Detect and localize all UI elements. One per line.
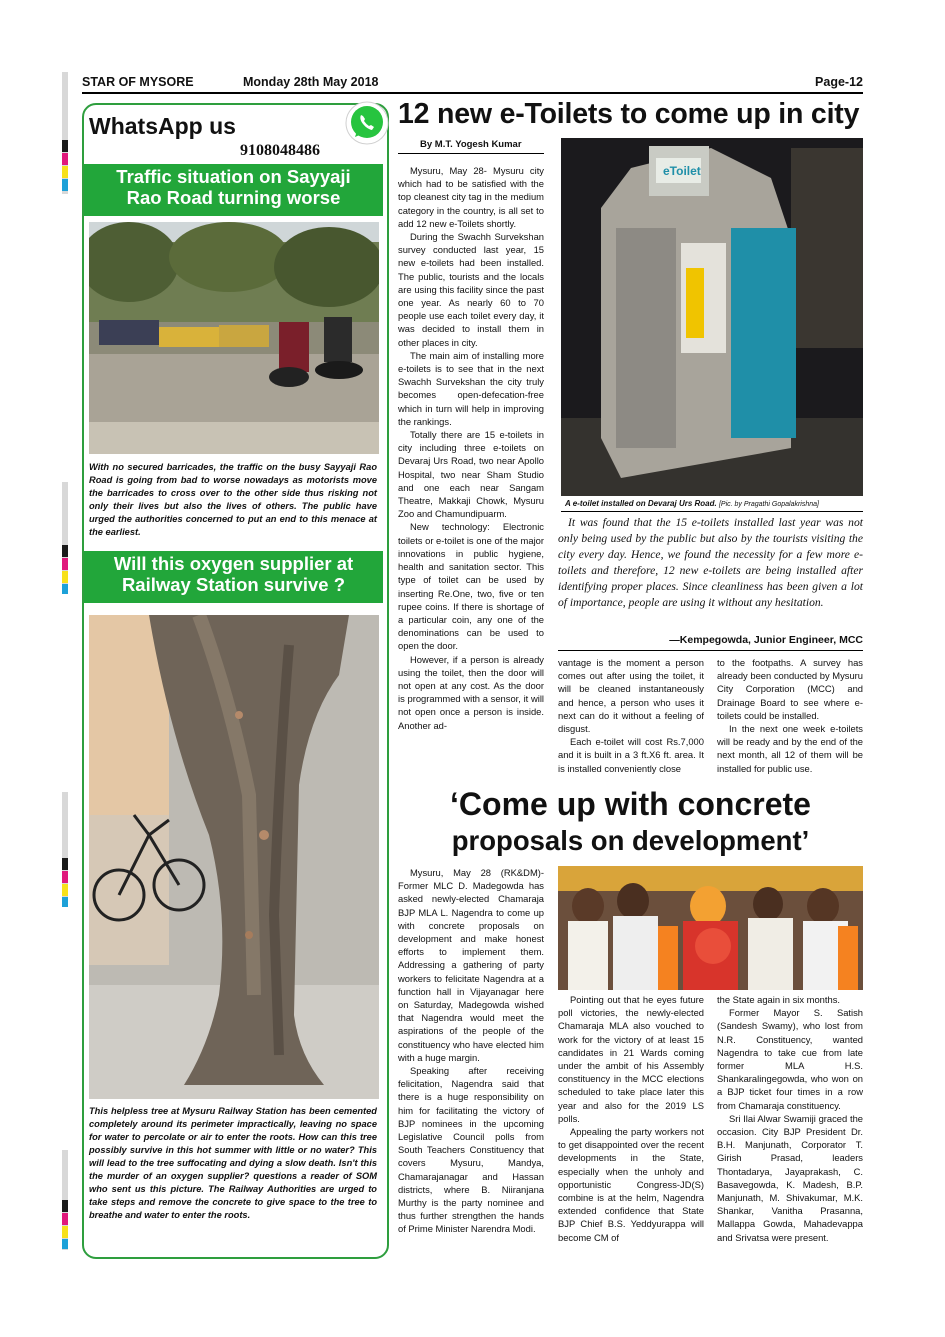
traffic-photo xyxy=(89,222,379,454)
concrete-column-3 xyxy=(717,993,863,1244)
registration-bar-black xyxy=(62,858,68,870)
etoilet-para: New technology: Electronic toilets or e-toilet is one of the major innovations in public hygiene, health and sanitation sector. This type of toilet can be used by inserting Re.One, two, five or ten rupee coins. If there is shortage of a particular coin, any one of the denominations can be used to open the door. xyxy=(398,521,544,652)
etoilet-column-2 xyxy=(558,656,704,775)
etoilet-para: During the Swachh Survekshan survey conducted last year, 15 new e-toilets had been installed. The public, tourists and the locals are using this facility since the past one year. As nearly 60 to 70 people use each toilet every day, it was decided to install them in other places in city. xyxy=(398,231,544,348)
concrete-column-2 xyxy=(558,993,704,1244)
tree-headline xyxy=(84,551,383,603)
traffic-caption: With no secured barricades, the traffic on the busy Sayyaji Rao Road is going from bad to worse nowadays as motorists move the barricades to cross over to the other side thus risking not only their lives but also the lives of others. The public have urged the authorities concerned to put an end to this menace at the earliest. xyxy=(89,462,377,537)
byline-rule xyxy=(398,153,544,154)
registration-bar-black xyxy=(62,140,68,152)
quote-attribution: —Kempegowda, Junior Engineer, MCC xyxy=(669,634,863,646)
tree-photo xyxy=(89,615,379,1099)
concrete-para: Speaking after receiving felicitation, Nagendra said that there is a huge responsibility on him for facilitating the victory of BJP nominees in the upcoming Legislative Council polls from South Teachers Constituency that covers Mysuru, Mandya, Chamarajanagar and Hassan districts, where B. Niiranjana Murthy is the party nominee and thus further strengthen the hands of Prime Minister Narendra Modi. xyxy=(398,1065,544,1235)
etoilet-para: Totally there are 15 e-toilets in city including three e-toilets on Devaraj Urs Road, two near Apollo Hospital, two near Sham Studio and one each near Sangam Theatre, Makkaji Chowk, Mysuru Zoo and Chamundipuarm. xyxy=(398,429,544,520)
registration-bar-magenta xyxy=(62,558,68,570)
felicitation-photo xyxy=(558,866,863,990)
registration-bar-magenta xyxy=(62,871,68,883)
etoilet-byline: By M.T. Yogesh Kumar xyxy=(420,139,522,150)
concrete-headline-line1: ‘Come up with concrete xyxy=(450,786,811,822)
concrete-para: Sri Ilai Alwar Swamiji graced the occasion. City BJP President Dr. B.H. Manjunath, Corporator T. Girish Prasad, leaders Thontadarya, Jayaprakash, C. Basavegowda, K. Madesh, B.P. Manjunath, M. Shivakumar, M.K. Shankar, Vanitha Prasanna, Mallappa Gowda, Mahadevappa and Srivatsa were present. xyxy=(717,1112,863,1243)
photo-caption-rule xyxy=(561,511,863,512)
etoilet-column-1 xyxy=(398,164,544,732)
concrete-para: Appealing the party workers not to get disappointed over the recent developments in the State, especially when the unholy and opportunistic Congress-JD(S) combine is at the helm, Nagendra extended confidence that State BJP Chief B.S. Yeddyurappa will become CM of xyxy=(558,1126,704,1243)
registration-bar-black xyxy=(62,1200,68,1212)
registration-bar-magenta xyxy=(62,1213,68,1225)
concrete-para: Pointing out that he eyes future poll victories, the newly-elected Chamaraja MLA also vouched to work for the victory of at least 15 candidates in 21 Wards coming under the ambit of his Assembly constituency in the MCC elections scheduled to take place later this year and also for the 2019 LS polls. xyxy=(558,994,704,1124)
registration-bar-yellow xyxy=(62,1226,68,1238)
etoilet-photo-caption xyxy=(565,499,819,508)
etoilet-para: to the footpaths. A survey has already been conducted by Mysuru City Corporation (MCC) and Drainage Board to see where e-toilets could be installed. xyxy=(717,657,863,721)
registration-bar-yellow xyxy=(62,884,68,896)
registration-bar-cyan xyxy=(62,584,68,594)
etoilet-sign: eToilet xyxy=(663,164,701,178)
etoilet-column-3 xyxy=(717,656,863,775)
tree-headline-line1: Will this oxygen supplier at xyxy=(113,553,354,574)
etoilet-para: Mysuru, May 28- Mysuru city which had to be satisfied with the top cleanest city tag in the medium category in the country, is all set to add 12 new e-Toilets shortly. xyxy=(398,165,544,229)
tree-caption: This helpless tree at Mysuru Railway Station has been cemented completely around its perimeter impractically, leaving no space for water to percolate or air to enter the roots. How can this tree possibly survive in this hot summer with little or no water? This will lead to the tree suffocating and dying a slow death. Isn't this the murder of an oxygen supplier? questions a reader of SOM who sent us this picture. The Railway Authorities are urged to take steps and remove the concrete to give space to the tree to breathe and water to enter the roots. xyxy=(89,1106,377,1220)
whatsapp-number: 9108048486 xyxy=(240,142,320,159)
registration-bar-cyan xyxy=(62,1239,68,1249)
traffic-headline-line1: Traffic situation on Sayyaji xyxy=(116,166,351,187)
page-number: Page-12 xyxy=(815,75,863,89)
issue-date: Monday 28th May 2018 xyxy=(243,75,379,89)
etoilet-para: The main aim of installing more e-toilets is to see that in the next Swachh Survekshan the city truly becomes open-defecation-free which in turn will help in improving the rankings. xyxy=(398,349,544,427)
photo-credit: [Pic. by Pragathi Gopalakrishna] xyxy=(718,501,819,508)
tree-headline-line2: Railway Station survive ? xyxy=(121,574,346,595)
etoilet-photo xyxy=(561,138,863,496)
traffic-headline xyxy=(84,164,383,216)
whatsapp-icon xyxy=(344,100,390,146)
publication-name: STAR OF MYSORE xyxy=(82,75,194,89)
header-rule xyxy=(82,92,863,94)
registration-bar-black xyxy=(62,545,68,557)
concrete-para: Mysuru, May 28 (RK&DM)- Former MLC D. Madegowda has asked newly-elected Chamaraja BJP MLA L. Nagendra to come up with concrete proposals on development and make honest efforts to implement them. Addressing a gathering of party workers to felicitate Nagendra at a function hall in Vijayanagar here on Saturday, Madegowda wished that Nagendra would meet the aspirations of the people of the constituency who have elected him with a huge margin. xyxy=(398,867,544,1063)
traffic-headline-line2: Rao Road turning worse xyxy=(126,187,341,208)
etoilet-para: In the next one week e-toilets will be ready and by the end of the next month, all 12 of them will be installed for public use. xyxy=(717,723,863,774)
registration-bar-yellow xyxy=(62,571,68,583)
etoilet-para: Each e-toilet will cost Rs.7,000 and it is built in a 3 ft.X6 ft. area. It is installed conveniently close xyxy=(558,736,704,774)
photo-caption-text: A e-toilet installed on Devaraj Urs Road. xyxy=(565,499,717,508)
concrete-para: Former Mayor S. Satish (Sandesh Swamy), who lost from N.R. Constituency, wanted Nagendra to take cue from late former MLA H.S. Shankaralingegowda, who won on a BJP ticket four times in a row from Chamaraja constituency. xyxy=(717,1007,863,1111)
registration-bar-cyan xyxy=(62,179,68,191)
concrete-para: the State again in six months. xyxy=(717,994,840,1005)
etoilet-para: vantage is the moment a person comes out after using the toilet, it will be cleaned instantaneously and hence, a person who uses it next can do it without a feeling of disgust. xyxy=(558,657,704,735)
etoilet-para: However, if a person is already using the toilet, then the door will not open at any cost. As the door is programmed with a sensor, it will not open once a person is inside. Another ad- xyxy=(398,653,544,731)
etoilet-quote: It was found that the 15 e-toilets installed last year was not only being used by the public but also by the tourists visiting the city every day. Hence, we found the necessity for a few more e-toilets and therefore, 12 new e-toilets are being installed after identifying proper places. Since cleanliness has been given a lot of importance, people are using it without any hesitation. xyxy=(558,516,863,609)
etoilet-headline: 12 new e-Toilets to come up in city xyxy=(398,98,860,130)
registration-bar-yellow xyxy=(62,166,68,178)
registration-bar-cyan xyxy=(62,897,68,907)
concrete-column-1 xyxy=(398,866,544,1236)
concrete-headline-line2: proposals on development’ xyxy=(451,825,810,856)
registration-bar-magenta xyxy=(62,153,68,165)
whatsapp-title: WhatsApp us xyxy=(89,113,236,139)
quote-rule xyxy=(558,650,863,651)
